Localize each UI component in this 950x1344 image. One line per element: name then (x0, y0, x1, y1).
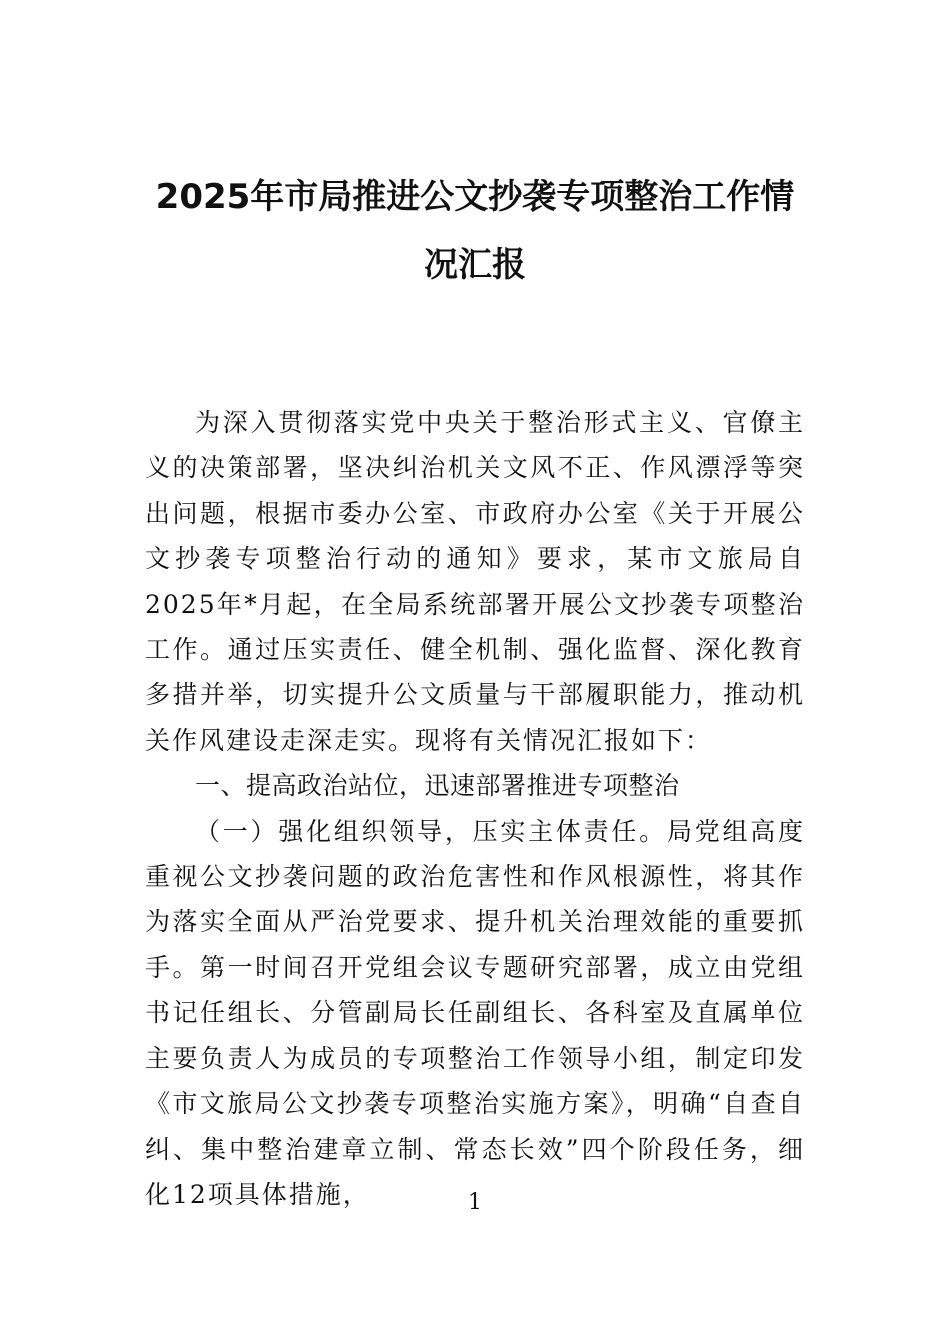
intro-paragraph: 为深入贯彻落实党中央关于整治形式主义、官僚主义的决策部署，坚决纠治机关文风不正、作风漂浮等突出问题，根据市委办公室、市政府办公室《关于开展公文抄袭专项整治行动的通知》要求，某市文旅局自2025年*月起，在全局系统部署开展公文抄袭专项整治工作。通过压实责任、健全机制、强化监督、深化教育多措并举，切实提升公文质量与干部履职能力，推动机关作风建设走深走实。现将有关情况汇报如下： (145, 408, 805, 755)
page-number: 1 (468, 1190, 482, 1215)
subsection-paragraph: （一）强化组织领导，压实主体责任。局党组高度重视公文抄袭问题的政治危害性和作风根源性，将其作为落实全面从严治党要求、提升机关治理效能的重要抓手。第一时间召开党组会议专题研究部署，成立由党组书记任组长、分管副局长任副组长、各科室及直属单位主要负责人为成员的专项整治工作领导小组，制定印发《市文旅局公文抄袭专项整治实施方案》，明确“自查自纠、集中整治建章立制、常态长效”四个阶段任务，细化12项具体措施， (145, 816, 805, 1209)
title-line-1: 2025年市局推进公文抄袭专项整治工作情 (155, 177, 795, 217)
title-line-2: 况汇报 (424, 245, 526, 285)
document-title (140, 163, 810, 299)
section-heading: 一、提高政治站位，迅速部署推进专项整治 (195, 771, 680, 801)
document-body (145, 400, 805, 1217)
